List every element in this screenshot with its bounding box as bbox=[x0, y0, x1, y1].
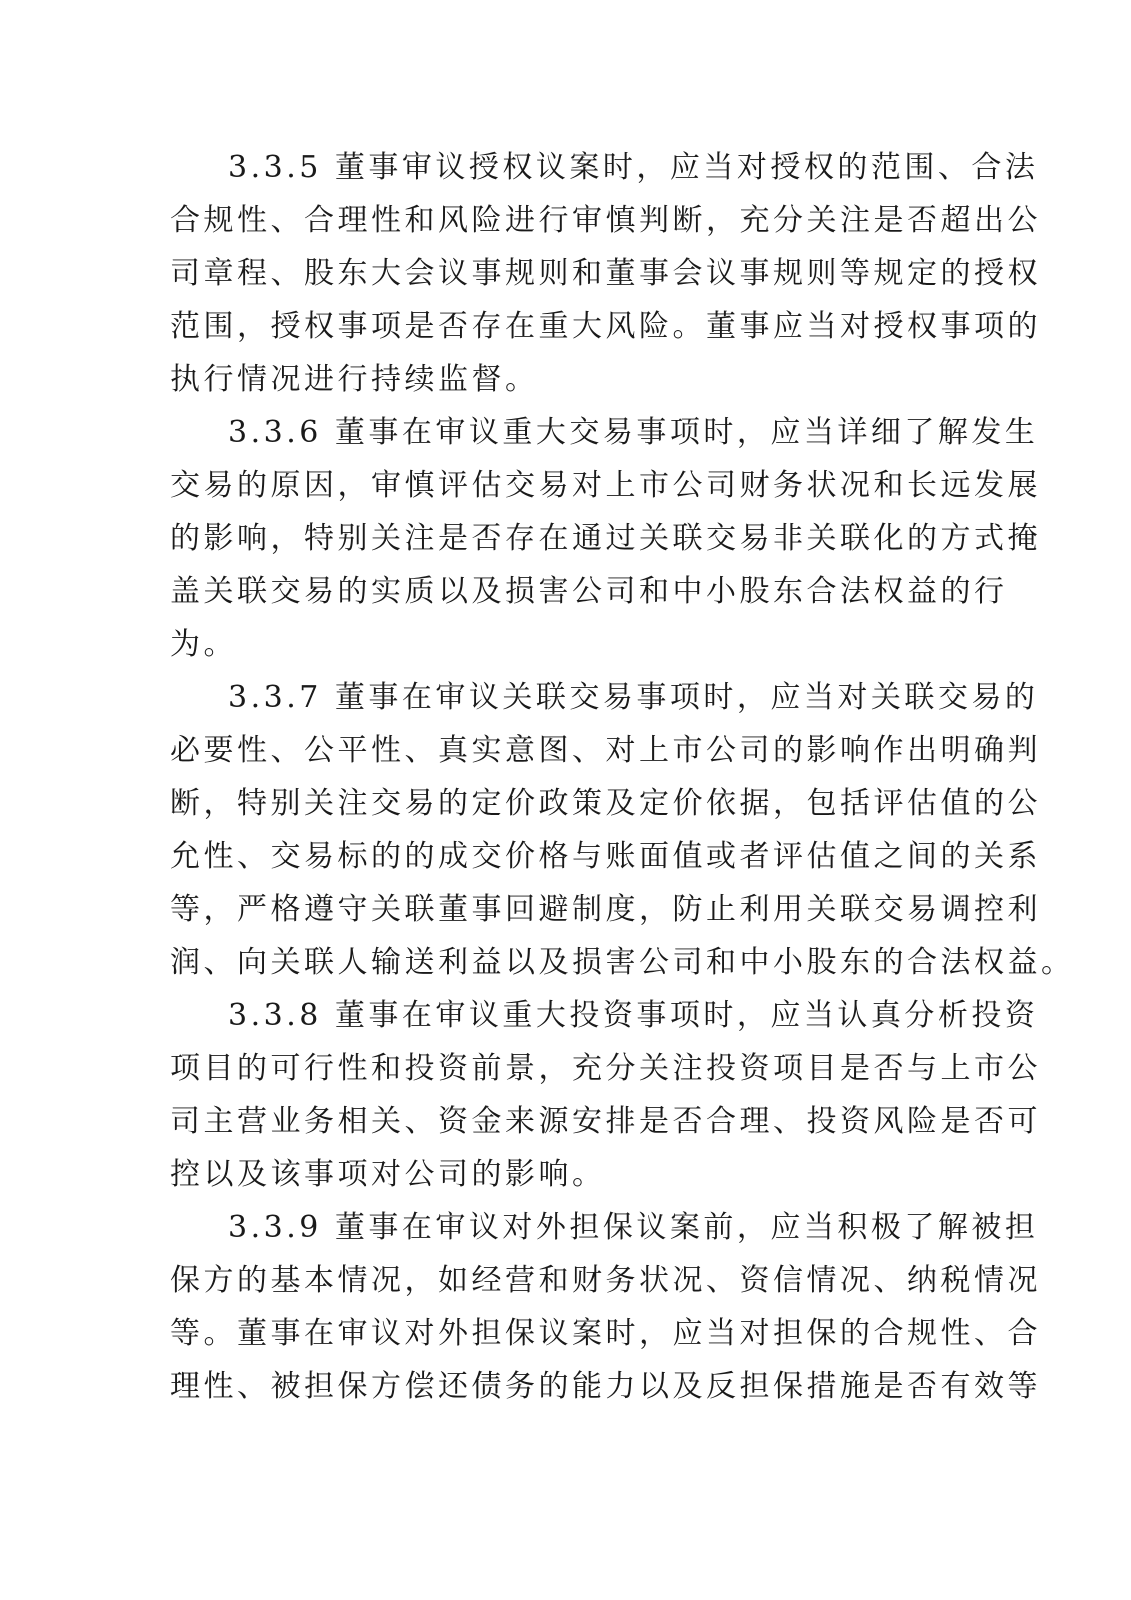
paragraph-3-3-5-line: 执行情况进行持续监督。 bbox=[170, 362, 539, 397]
paragraph-3-3-8-line: 控以及该事项对公司的影响。 bbox=[170, 1157, 606, 1192]
paragraph-3-3-6-line: 的影响，特别关注是否存在通过关联交易非关联化的方式掩 bbox=[170, 521, 1041, 556]
paragraph-3-3-5-line: 范围，授权事项是否存在重大风险。董事应当对授权事项的 bbox=[170, 309, 1041, 344]
paragraph-3-3-5-line: 合规性、合理性和风险进行审慎判断，充分关注是否超出公 bbox=[170, 203, 1041, 238]
paragraph-3-3-7-line: 润、向关联人输送利益以及损害公司和中小股东的合法权益。 bbox=[170, 945, 1075, 980]
paragraph-3-3-8-line: 3.3.8 董事在审议重大投资事项时，应当认真分析投资 bbox=[228, 998, 1039, 1033]
paragraph-3-3-7-line: 断，特别关注交易的定价政策及定价依据，包括评估值的公 bbox=[170, 786, 1041, 821]
paragraph-3-3-6-line: 交易的原因，审慎评估交易对上市公司财务状况和长远发展 bbox=[170, 468, 1041, 503]
paragraph-3-3-9-line: 理性、被担保方偿还债务的能力以及反担保措施是否有效等 bbox=[170, 1369, 1041, 1404]
paragraph-3-3-9-line: 等。董事在审议对外担保议案时，应当对担保的合规性、合 bbox=[170, 1316, 1041, 1351]
paragraph-3-3-9-line: 保方的基本情况，如经营和财务状况、资信情况、纳税情况 bbox=[170, 1263, 1041, 1298]
paragraph-3-3-7-line: 允性、交易标的的成交价格与账面值或者评估值之间的关系 bbox=[170, 839, 1041, 874]
paragraph-3-3-7-line: 3.3.7 董事在审议关联交易事项时，应当对关联交易的 bbox=[228, 680, 1039, 715]
paragraph-3-3-8-line: 司主营业务相关、资金来源安排是否合理、投资风险是否可 bbox=[170, 1104, 1041, 1139]
paragraph-3-3-7-line: 等，严格遵守关联董事回避制度，防止利用关联交易调控利 bbox=[170, 892, 1041, 927]
paragraph-3-3-5-line: 司章程、股东大会议事规则和董事会议事规则等规定的授权 bbox=[170, 256, 1041, 291]
paragraph-3-3-7-line: 必要性、公平性、真实意图、对上市公司的影响作出明确判 bbox=[170, 733, 1041, 768]
paragraph-3-3-6-line: 3.3.6 董事在审议重大交易事项时，应当详细了解发生 bbox=[228, 415, 1039, 450]
paragraph-3-3-9-line: 3.3.9 董事在审议对外担保议案前，应当积极了解被担 bbox=[228, 1210, 1039, 1245]
paragraph-3-3-5-line: 3.3.5 董事审议授权议案时，应当对授权的范围、合法 bbox=[228, 150, 1039, 185]
paragraph-3-3-6-line: 为。 bbox=[170, 627, 237, 662]
paragraph-3-3-6-line: 盖关联交易的实质以及损害公司和中小股东合法权益的行 bbox=[170, 574, 1008, 609]
paragraph-3-3-8-line: 项目的可行性和投资前景，充分关注投资项目是否与上市公 bbox=[170, 1051, 1041, 1086]
